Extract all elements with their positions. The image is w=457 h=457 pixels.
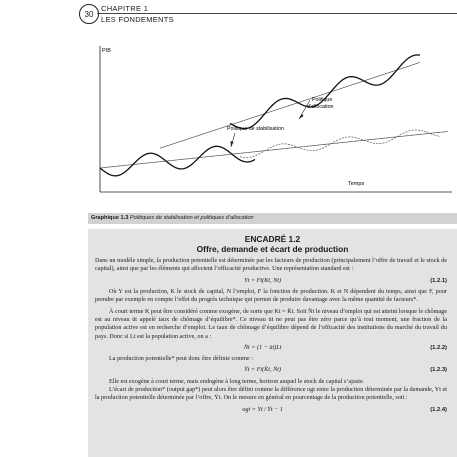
high-trend-line xyxy=(160,62,420,148)
equation-formula: N̄t = (1 − ūt)Lt xyxy=(243,344,282,352)
box-body xyxy=(88,254,457,417)
low-trend-line xyxy=(100,131,448,168)
paragraph: Elle est exogène à court terme, mais endogène à long terme, horizon auquel le stock de capital s’ajuste. xyxy=(109,377,365,385)
figure-caption xyxy=(88,213,457,224)
section-label: LES FONDEMENTS xyxy=(101,15,174,24)
stabilisation-arrowhead xyxy=(231,141,234,147)
box-title-line2: Offre, demande et écart de production xyxy=(196,244,349,254)
caption-text: Politiques de stabilisation et politiques d’allocation xyxy=(129,215,254,221)
equation-1-2-4 xyxy=(95,403,447,417)
paragraph: L’écart de production* (output gap*) peut alors être défini comme la différence ogt entre la production déterminée par la demande, Yt et la production potentielle déterminée par l’offre, Ȳt. On le mesure en général en pourcentage de la production potentielle, soit : xyxy=(95,386,447,402)
equation-1-2-3 xyxy=(95,364,447,378)
encadre-box xyxy=(88,229,457,457)
equation-formula: Ȳt = Ft(K̄t, N̄t) xyxy=(244,366,282,374)
stabilised-cycle-curve xyxy=(240,130,440,158)
allocation-label-line1: Politique xyxy=(312,97,333,103)
header-rule xyxy=(97,13,457,14)
equation-number: (1.2.3) xyxy=(430,367,447,374)
allocation-cycle-curve xyxy=(230,55,420,129)
equation-number: (1.2.4) xyxy=(430,406,447,413)
allocation-label-line2: d’allocation xyxy=(307,104,334,110)
paragraph: À court terme K peut être considéré comme exogène, de sorte que Kt = K̄t. Soit N̄t le niveau d’emploi qui est atteint lorsque le chômage est au niveau ūt appelé taux de chômage d’équilibre*. Ce niveau ūt ne peut pas être zéro parce qu’à tout moment, une fraction de la population active est en recherche d’emploi. Le taux de chômage d’équilibre dépend de l’efficacité des institutions du marché du travail du pays. Donc si Lt est la population active, on a : xyxy=(95,307,447,340)
paragraph: Dans un modèle simple, la production potentielle est déterminée par les facteurs de production (principalement l’offre de travail et le stock de capital), ainsi que par les éléments qui affectent l’efficacité productive. Une représentation standard est : xyxy=(95,257,447,273)
stabilisation-label: Politique de stabilisation xyxy=(227,126,284,132)
x-axis-label: Temps xyxy=(348,181,365,187)
equation-formula: Yt = Ft(Kt, Nt) xyxy=(244,276,282,284)
equation-1-2-1 xyxy=(95,274,447,288)
equation-1-2-2 xyxy=(95,341,447,355)
box-title-line1: ENCADRÉ 1.2 xyxy=(244,234,301,244)
paragraph: La production potentielle* peut donc être définie comme : xyxy=(109,355,253,363)
cycle-curve xyxy=(100,146,255,176)
equation-number: (1.2.1) xyxy=(430,277,447,284)
figure-svg xyxy=(90,42,457,210)
page-number: 30 xyxy=(79,4,99,24)
equation-number: (1.2.2) xyxy=(430,345,447,352)
chapter-label: CHAPITRE 1 xyxy=(101,4,149,13)
caption-number: Graphique 1.3 xyxy=(91,215,129,221)
equation-formula: ogt = Yt / Ȳt − 1 xyxy=(242,405,283,413)
figure-policy-graph xyxy=(90,42,457,210)
y-axis-label: PIB xyxy=(102,48,111,54)
paragraph: Où Y est la production, K le stock de capital, N l’emploi, F la fonction de production. K et N dépendent du temps, ainsi que F, pour prendre par exemple en compte l’effet du progrès technique qui permet de produire davantage avec la même quantité de facteurs*. xyxy=(95,287,447,304)
